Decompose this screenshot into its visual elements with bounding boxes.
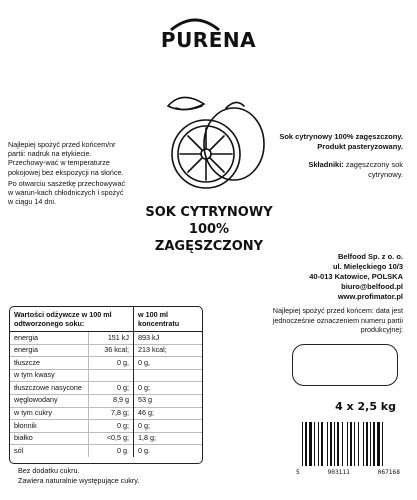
- address-line: ul. Mielęckiego 10/3: [332, 262, 403, 271]
- nutrient-name: energia: [14, 332, 38, 342]
- barcode-bar: [314, 422, 315, 466]
- nutrition-header: [10, 307, 202, 332]
- best-before-note: Najlepiej spożyć przed końcem: data jest jednocześnie oznaczeniem numeru partii produkcyjnej:: [272, 306, 403, 334]
- nutrient-name: błonnik: [10, 420, 89, 433]
- barcode-bar: [373, 422, 375, 466]
- nutrient-concentrate-value: 213 kcal;: [134, 344, 203, 357]
- barcode: [296, 422, 400, 478]
- table-row: [10, 344, 202, 357]
- nutrient-name: tłuszczowe nasycone: [10, 382, 89, 395]
- barcode-bar: [305, 422, 307, 466]
- barcode-bar: [347, 422, 348, 466]
- sugar-note-line: Zawiera naturalnie występujące cukry.: [18, 476, 140, 485]
- barcode-bar: [366, 422, 368, 466]
- nutrient-concentrate-value: 0 g,: [134, 357, 203, 370]
- nutrient-name: w tym cukry: [10, 407, 89, 420]
- nutrient-concentrate-value: 46 g;: [134, 407, 203, 420]
- table-row: [10, 332, 202, 345]
- barcode-bar: [358, 422, 359, 466]
- address-website: www.profimator.pl: [337, 292, 403, 301]
- nutrient-value: 0 g,: [89, 357, 134, 370]
- nutrient-value: 0 g.: [89, 445, 134, 457]
- nutrient-value: <0,5 g;: [89, 432, 134, 445]
- barcode-digit-group: 903111: [327, 469, 350, 476]
- nutrient-value: 7,8 g;: [89, 407, 134, 420]
- barcode-bar: [370, 422, 371, 466]
- table-row: [10, 420, 202, 433]
- nutrient-concentrate-value: [134, 369, 203, 382]
- product-info: [273, 132, 403, 180]
- storage-note-line: Po otwarciu saszetkę przechowywać w warun-kach chłodniczych i spożyć w ciągu 14 dni.: [8, 178, 126, 207]
- lemon-illustration-icon: [152, 86, 272, 196]
- brand-logo: [0, 22, 417, 60]
- address-line: Belfood Sp. z o. o.: [338, 252, 403, 261]
- nutrient-value: [89, 369, 134, 382]
- nutrient-concentrate-value: 1,8 g;: [134, 432, 203, 445]
- nutrient-value: 36 kcal;: [89, 344, 134, 357]
- barcode-bar: [302, 422, 303, 466]
- barcode-bar: [318, 422, 319, 466]
- address-email: biuro@belfood.pl: [341, 282, 403, 291]
- table-row: [10, 407, 202, 420]
- net-weight: 4 x 2,5 kg: [335, 400, 396, 413]
- nutrient-value: 151 kJ: [89, 332, 134, 345]
- nutrient-concentrate-value: 0 g;: [134, 420, 203, 433]
- nutrient-concentrate-value: 0 g;: [134, 382, 203, 395]
- nutrient-value: 8,9 g: [89, 394, 134, 407]
- barcode-bar: [327, 422, 328, 466]
- ingredients-label: Składniki:: [308, 160, 344, 169]
- nutrient-name: białko: [10, 432, 89, 445]
- storage-note-line: Najlepiej spożyć przed końcem/nr partii: nadruk na etykiecie. Przechowy-wać w temperaturze pokojowej bez ekspozycji na słońce.: [8, 140, 124, 177]
- product-name-line: 100%: [188, 222, 230, 237]
- barcode-bar: [377, 422, 380, 466]
- product-desc-line: Produkt pasteryzowany.: [317, 142, 403, 151]
- barcode-bar: [337, 422, 339, 466]
- table-row: [10, 432, 202, 445]
- logo-arc-icon: [167, 16, 223, 32]
- product-name-line: SOK CYTRYNOWY: [145, 205, 273, 220]
- table-row: [10, 369, 202, 382]
- table-row: [10, 357, 202, 370]
- barcode-digits: [296, 469, 400, 478]
- nutrient-name: sól: [10, 445, 89, 457]
- ingredients-value: zagęszczony sok cytrynowy.: [343, 160, 403, 179]
- barcode-bar: [321, 422, 323, 466]
- nutrition-table: [9, 306, 203, 464]
- ingredients: [273, 160, 403, 180]
- table-row: [10, 445, 202, 457]
- manufacturer-address: [273, 252, 403, 302]
- nutrient-name: energia: [10, 344, 89, 357]
- barcode-digit-group: 5: [296, 469, 300, 476]
- address-line: 40-013 Katowice, POLSKA: [309, 272, 403, 281]
- nutrient-name: w tym kwasy: [10, 369, 89, 382]
- product-desc-line: Sok cytrynowy 100% zagęszczony.: [279, 132, 403, 141]
- sugar-note-line: Bez dodatku cukru.: [18, 466, 80, 475]
- nutrient-concentrate-value: 0 g.: [134, 445, 203, 457]
- nutrient-name: węglowodany: [10, 394, 89, 407]
- nutrient-name: tłuszcze: [10, 357, 89, 370]
- barcode-bar: [334, 422, 335, 466]
- product-name-line: ZAGĘSZCZONY: [154, 239, 264, 254]
- barcode-bar: [330, 422, 332, 466]
- nutrient-value: 0 g;: [89, 382, 134, 395]
- nutrition-header-col1: Wartości odżywcze w 100 ml odtworzonego soku:: [10, 307, 134, 332]
- barcode-bars-icon: [302, 422, 400, 468]
- best-before-box: [292, 344, 398, 386]
- barcode-bar: [363, 422, 364, 466]
- storage-note: [8, 140, 128, 208]
- sugar-note: [18, 466, 139, 486]
- product-name: [130, 204, 288, 255]
- nutrient-concentrate-value: 893 kJ: [134, 332, 203, 345]
- brand-name: PURENA: [160, 28, 257, 52]
- barcode-bar: [309, 422, 312, 466]
- nutrient-concentrate-value: 53 g: [134, 394, 203, 407]
- barcode-bar: [350, 422, 352, 466]
- nutrition-header-col2: w 100 ml koncentratu: [134, 307, 203, 332]
- barcode-digit-group: 067168: [377, 469, 400, 476]
- nutrient-value: 0 g;: [89, 420, 134, 433]
- barcode-bar: [342, 422, 343, 466]
- barcode-bar: [354, 422, 355, 466]
- table-row: [10, 382, 202, 395]
- barcode-bar: [382, 422, 383, 466]
- table-row: [10, 394, 202, 407]
